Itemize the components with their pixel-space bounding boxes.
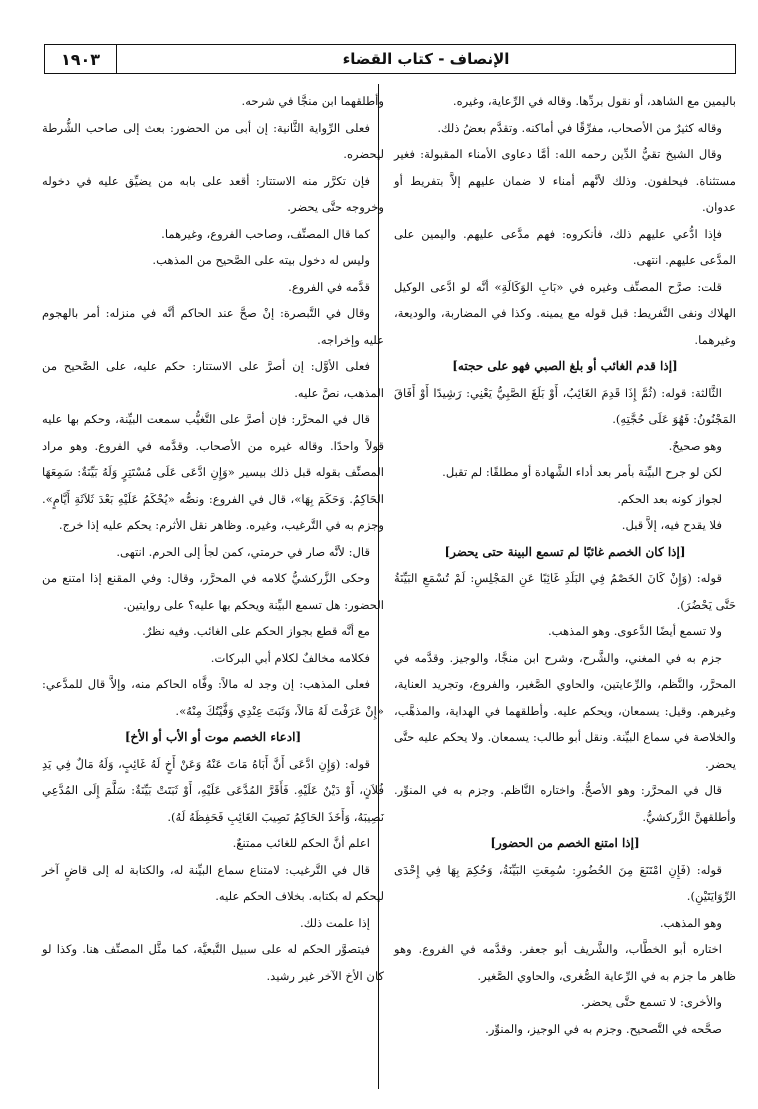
page-header bbox=[44, 44, 736, 74]
paragraph: فعلى الرِّواية الثَّانية: إن أبى من الحضور: بعث إلى صاحب الشُّرطة ليحضره. bbox=[42, 120, 384, 161]
paragraph: فيتصوَّر الحكم له على سبيل التَّبعيَّة، كما مثَّل المصنِّف هنا. وكذا لو كان الأخ الآخر غير رشيد. bbox=[42, 942, 384, 983]
paragraph: قال في التَّرغيب: لامتناع سماع البيِّنة له، والكتابة له إلى قاضٍ آخر ليحكم له بكتابه. بخلاف الحكم عليه. bbox=[42, 862, 384, 903]
paragraph: قوله: (فَإِنِ امْتَنَعَ مِنَ الحُضُورِ: سُمِعَتِ البَيِّنَةُ، وَحُكِمَ بِهَا فِي إِحْدَى الرِّوَايَتَيْنِ). bbox=[394, 862, 736, 903]
paragraph: قوله: (وَإِنْ كَانَ الخَصْمُ فِي البَلَدِ غَائِبًا عَنِ المَجْلِسِ: لَمْ تُسْمَعِ البَيِّنَةُ حَتَّى يَحْضُرَ). bbox=[394, 571, 736, 612]
paragraph: قلت: صرَّح المصنِّف وغيره في «بَابِ الوَكَالَةِ» أنَّه لو ادَّعى الوكيل الهلاك ونفى التَّفريط: قبل قوله مع يمينه. وكذا في المضاربة، والوديعة، وغيرهما. bbox=[394, 279, 736, 347]
paragraph: إذا علمت ذلك. bbox=[300, 915, 370, 930]
paragraph: الثَّالثة: قوله: (ثُمَّ إِذَا قَدِمَ الغَائِبُ، أَوْ بَلَغَ الصَّبِيُّ يَعْنِي: رَشِيدًا أَوْ أَفَاقَ المَجْنُونُ: فَهُوَ عَلَى حُجَّتِهِ). bbox=[394, 385, 736, 426]
paragraph: قدَّمه في الفروع. bbox=[288, 279, 370, 294]
paragraph: كما قال المصنِّف، وصاحب الفروع، وغيرهما. bbox=[161, 226, 370, 241]
paragraph: وقال الشيخ تقيُّ الدِّين رحمه الله: أمَّا دعاوى الأمناء المقبولة: فغير مستثناة. فيحلفون. وذلك لأنَّهم أمناء لا ضمان عليهم إلاَّ بتفريط أو عدوان. bbox=[394, 147, 736, 214]
paragraph: وقاله كثيرٌ من الأصحاب، مفرِّقًا في أماكنه. وتقدَّم بعضُ ذلك. bbox=[437, 120, 722, 135]
paragraph: جزم به في المغني، والشَّرح، وشرح ابن منجَّا، والوجيز. وقدَّمه في المحرَّر، والنَّظم، والرِّعايتين، والحاوي الصَّغير، والفروع، وتجريد العناية، وغيرهم. وقيل: يسمعان، ويحكم عليه. وأطلقهما في الهداية، والمذهَّب، والخلاصة في سماع البيِّنة. ونقل أبو طالب: يسمعان. ولا يحكم عليه حتَّى يحضر. bbox=[394, 650, 736, 771]
paragraph: وحكى الزَّركشيُّ كلامه في المحرَّر، وقال: وفي المقنع إذا امتنع من الحضور: هل تسمع البيِّنة ويحكم بها عليه؟ على روايتين. bbox=[42, 571, 384, 612]
paragraph: ولا تسمع أيضًا الدَّعوى. وهو المذهب. bbox=[547, 624, 722, 638]
section-heading: [إذا امتنع الخصم من الحضور] bbox=[490, 836, 640, 850]
paragraph: صحَّحه في التَّصحيح. وجزم به في الوجيز، والمنوِّر. bbox=[485, 1021, 722, 1036]
paragraph: اختاره أبو الخطَّاب، والشَّريف أبو جعفر. وقدَّمه في الفروع. وهو ظاهر ما جزم به في الرِّعاية الصُّغرى، والحاوي الصَّغير. bbox=[394, 942, 736, 983]
section-heading: [إذا كان الخصم غائبًا لم تسمع البينة حتى يحضر] bbox=[444, 544, 686, 559]
paragraph: قال: لأنَّه صار في حرمتي، كمن لجأ إلى الحرم. انتهى. bbox=[116, 544, 370, 559]
section-heading: [ادعاء الخصم موت أو الأب أو الأخ] bbox=[124, 730, 302, 744]
paragraph: قوله: (وَإِنِ ادَّعَى أَنَّ أَبَاهُ مَاتَ عَنْهُ وَعَنْ أَخٍ لَهُ غَائِبٍ، وَلَهُ مَالٌ فِي يَدِ فُلاَنٍ، أَوْ دَيْنٌ عَلَيْهِ. فَأَقَرَّ المُدَّعَى عَلَيْهِ، أَوْ ثَبَتَتْ بَيِّنَةٌ: سَلَّمَ إِلَى المُدَّعِي نَصِيبَهُ، وَأَخَذَ الحَاكِمُ نَصِيبَ الغَائِبِ فَحَفِظَهُ لَهُ). bbox=[42, 756, 384, 824]
paragraph: اعلم أنَّ الحكم للغائب ممتنعٌ. bbox=[232, 836, 370, 850]
paragraph: باليمين مع الشاهد، أو نقول بردِّها. وقاله في الرِّعاية، وغيره. bbox=[452, 94, 736, 108]
section-heading: [إذا قدم الغائب أو بلغ الصبي فهو على حجته] bbox=[452, 359, 678, 373]
paragraph: فإذا ادُّعي عليهم ذلك، فأنكروه: فهم مدَّعى عليهم. واليمين على المدَّعى عليهم. انتهى. bbox=[394, 226, 736, 267]
paragraph: قال في المحرَّر: فإن أصرَّ على التَّغيُّب سمعت البيِّنة، وحكم بها عليه قولاً واحدًا. وقاله غيره من الأصحاب. وقدَّمه في الفروع. وهو مراد المصنِّف بقوله قبل ذلك بيسير «وَإِنِ ادَّعَى عَلَى مُسْتَتِرٍ وَلَهُ بَيِّنَةٌ: سَمِعَهَا الحَاكِمُ. وَحَكَمَ بِهَا»، قال في الفروع: ونصُّه «يُحْكَمُ عَلَيْهِ بَعْدَ ثَلاَثَةِ أَيَّامٍ». وجزم به في التَّرغيب، وغيره. وظاهر نقل الأثرم: يحكم عليه إذا خرج. bbox=[42, 412, 384, 532]
left-column bbox=[42, 88, 384, 1088]
right-column bbox=[394, 88, 736, 1088]
paragraph: لكن لو جرح البيِّنة بأمر بعد أداء الشَّهادة أو مطلقًا: لم تقبل. bbox=[442, 465, 722, 479]
paragraph: لجواز كونه بعد الحكم. bbox=[617, 491, 722, 506]
paragraph: وقال في التَّبصرة: إنْ صحَّ عند الحاكم أنَّه في منزله: أمر بالهجوم عليه وإخراجه. bbox=[42, 306, 384, 347]
paragraph: وهو صحيحٌ. bbox=[668, 438, 722, 453]
paragraph: وهو المذهب. bbox=[659, 915, 722, 930]
paragraph: وأطلقهما ابن منجَّا في شرحه. bbox=[241, 94, 384, 108]
page-number: ١٩٠٣ bbox=[45, 45, 117, 73]
running-title: الإنصاف - كتاب القضاء bbox=[342, 50, 510, 68]
paragraph: قال في المحرَّر: وهو الأصحُّ. واختاره النَّاظم. وجزم به في المنوِّر. وأطلقهنَّ الزَّركشيُّ. bbox=[394, 783, 736, 824]
paragraph: وليس له دخول بيته على الصَّحيح من المذهب. bbox=[152, 253, 370, 267]
paragraph: فعلى الأوَّل: إن أصرَّ على الاستتار: حكم عليه، على الصَّحيح من المذهب، نصَّ عليه. bbox=[42, 359, 384, 400]
paragraph: فلا يقدح فيه، إلاَّ قبل. bbox=[621, 518, 722, 532]
paragraph: مع أنَّه قطع بجواز الحكم على الغائب. وفيه نظرٌ. bbox=[142, 624, 370, 638]
paragraph: فعلى المذهب: إن وجد له مالاً: وفَّاه الحاكم منه، وإلاَّ قال للمدَّعي: «إِنْ عَرَفْتَ لَهُ مَالاً، وَثَبَتَ عِنْدِي وَفَّيْتُكَ مِنْهُ». bbox=[42, 677, 384, 718]
paragraph: فإن تكرَّر منه الاستتار: أقعد على بابه من يضيِّق عليه في دخوله وخروجه حتَّى يحضر. bbox=[42, 173, 384, 214]
paragraph: فكلامه مخالفٌ لكلام أبي البركات. bbox=[210, 650, 370, 665]
paragraph: والأخرى: لا تسمع حتَّى يحضر. bbox=[581, 995, 722, 1009]
